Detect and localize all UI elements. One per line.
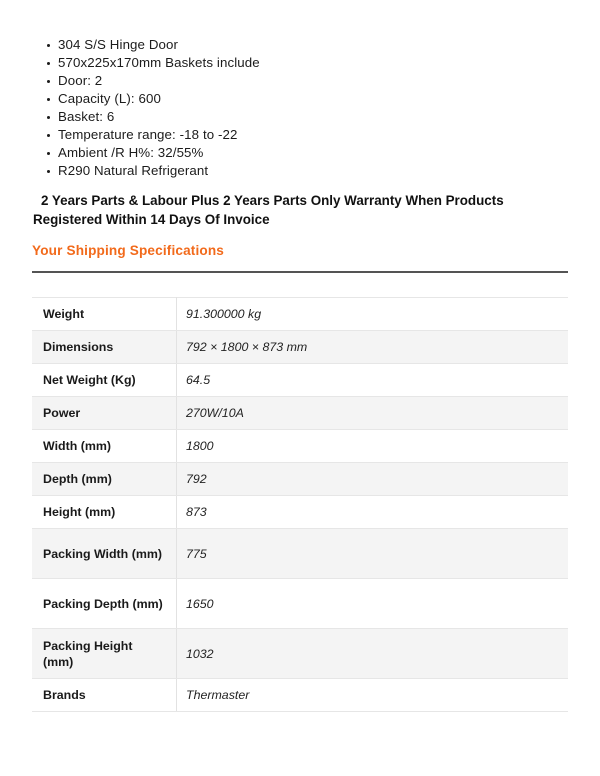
feature-list [47,36,567,180]
warranty-statement: 2 Years Parts & Labour Plus 2 Years Parts Only Warranty When Products Registered Within 14 Days Of Invoice [33,193,504,227]
table-row [32,364,568,397]
table-row [32,430,568,463]
spec-value: 64.5 [177,364,569,397]
section-divider [32,271,568,273]
feature-list-item: R290 Natural Refrigerant [47,162,567,180]
spec-value: 1650 [177,579,569,629]
spec-label: Power [32,397,177,430]
spec-value: 270W/10A [177,397,569,430]
spec-label: Packing Depth (mm) [32,579,177,629]
feature-list-item: Temperature range: -18 to -22 [47,126,567,144]
spec-label: Width (mm) [32,430,177,463]
feature-list-item: 570x225x170mm Baskets include [47,54,567,72]
table-row [32,529,568,579]
table-row [32,496,568,529]
spec-label: Packing Height (mm) [32,629,177,679]
table-row [32,331,568,364]
feature-list-item: Capacity (L): 600 [47,90,567,108]
spec-value: 873 [177,496,569,529]
spec-value: 792 × 1800 × 873 mm [177,331,569,364]
feature-list-item: 304 S/S Hinge Door [47,36,567,54]
shipping-specifications-heading: Your Shipping Specifications [32,243,225,258]
spec-value: 775 [177,529,569,579]
table-row [32,629,568,679]
shipping-specifications-table [32,297,568,712]
table-row [32,679,568,712]
spec-label: Weight [32,298,177,331]
spec-label: Packing Width (mm) [32,529,177,579]
spec-value: 1800 [177,430,569,463]
spec-label: Height (mm) [32,496,177,529]
table-body [32,298,568,712]
table-row [32,298,568,331]
spec-value: 1032 [177,629,569,679]
feature-list-item: Basket: 6 [47,108,567,126]
spec-value: 91.300000 kg [177,298,569,331]
spec-label: Depth (mm) [32,463,177,496]
table-row [32,579,568,629]
spec-value: Thermaster [177,679,569,712]
table-row [32,463,568,496]
spec-label: Net Weight (Kg) [32,364,177,397]
spec-label: Dimensions [32,331,177,364]
table-row [32,397,568,430]
feature-list-item: Door: 2 [47,72,567,90]
feature-list-item: Ambient /R H%: 32/55% [47,144,567,162]
spec-label: Brands [32,679,177,712]
spec-value: 792 [177,463,569,496]
